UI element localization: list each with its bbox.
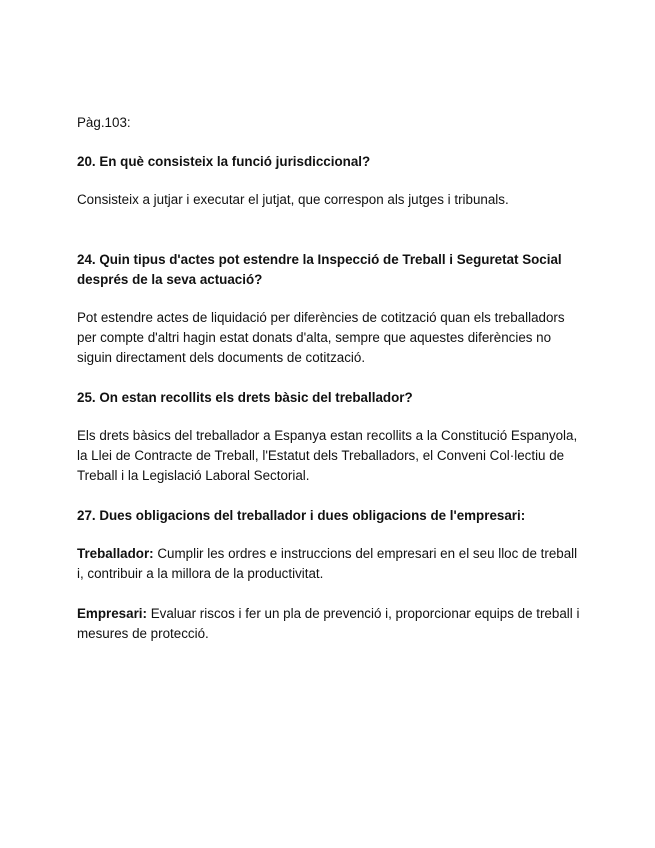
page-reference: Pàg.103: bbox=[77, 115, 131, 130]
question-24: 24. Quin tipus d'actes pot estendre la Inspecció de Treball i Seguretat Social després de la seva actuació? bbox=[77, 252, 562, 287]
employer-obligations-text: Evaluar riscos i fer un pla de prevenció i, proporcionar equips de treball i mesures de protecció. bbox=[77, 606, 580, 641]
answer-25: Els drets bàsics del treballador a Espanya estan recollits a la Constitució Espanyola, la Llei de Contracte de Treball, l'Estatut dels Treballadors, el Conveni Col·lectiu de Treball i la Legislació Laboral Sectorial. bbox=[77, 428, 578, 483]
document-page bbox=[77, 113, 582, 664]
worker-obligations-text: Cumplir les ordres e instruccions del empresari en el seu lloc de treball i, contribuir a la millora de la productivitat. bbox=[77, 546, 578, 581]
answer-24: Pot estendre actes de liquidació per diferències de cotització quan els treballadors per compte d'altri hagin estat donats d'alta, sempre que aquestes diferències no siguin directament dels documents de cotització. bbox=[77, 310, 565, 365]
answer-27-employer bbox=[77, 604, 582, 644]
question-20: 20. En què consisteix la funció jurisdiccional? bbox=[77, 154, 371, 169]
answer-27-worker bbox=[77, 544, 582, 584]
term-employer: Empresari: bbox=[77, 606, 147, 621]
question-27: 27. Dues obligacions del treballador i dues obligacions de l'empresari: bbox=[77, 508, 526, 523]
question-25: 25. On estan recollits els drets bàsic del treballador? bbox=[77, 390, 413, 405]
answer-20: Consisteix a jutjar i executar el jutjat, que correspon als jutges i tribunals. bbox=[77, 192, 509, 207]
term-worker: Treballador: bbox=[77, 546, 154, 561]
